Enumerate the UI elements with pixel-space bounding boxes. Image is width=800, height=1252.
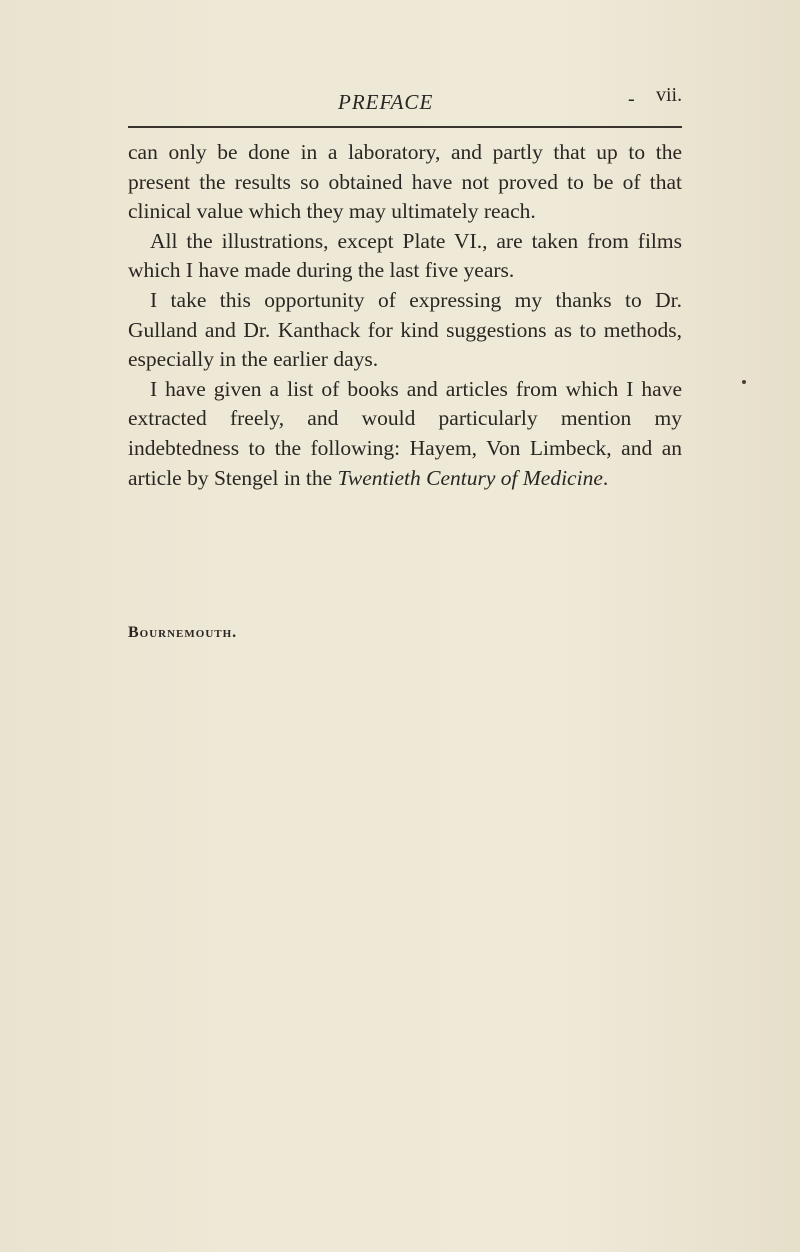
paragraph-4-text: I have given a list of books and articles from which I have extracted freely, and would particularly mention my indebtedness to the following: Hayem, Von Limbeck, and an article by Stengel in the bbox=[128, 376, 682, 490]
book-title: Twentieth Century of Medicine bbox=[337, 465, 603, 490]
header-dash: - bbox=[628, 88, 635, 110]
paragraph-4 bbox=[128, 375, 682, 493]
header-rule bbox=[128, 126, 682, 128]
preface-body bbox=[128, 138, 682, 493]
paragraph-1: can only be done in a laboratory, and partly that up to the present the results so obtained have not proved to be of that clinical value which they may ultimately reach. bbox=[128, 140, 682, 224]
page-header bbox=[96, 84, 683, 118]
running-head: PREFACE bbox=[338, 90, 434, 114]
paragraph-3: I take this opportunity of expressing my thanks to Dr. Gulland and Dr. Kanthack for kind suggestions as to methods, especially in the earlier days. bbox=[128, 287, 682, 372]
page-number: vii. bbox=[656, 84, 683, 106]
paragraph-2: All the illustrations, except Plate VI., are taken from films which I have made during the last five years. bbox=[128, 228, 682, 283]
closing-period: . bbox=[602, 465, 609, 490]
place-signature: Bournemouth. bbox=[128, 624, 238, 641]
paper-speck bbox=[742, 380, 746, 384]
